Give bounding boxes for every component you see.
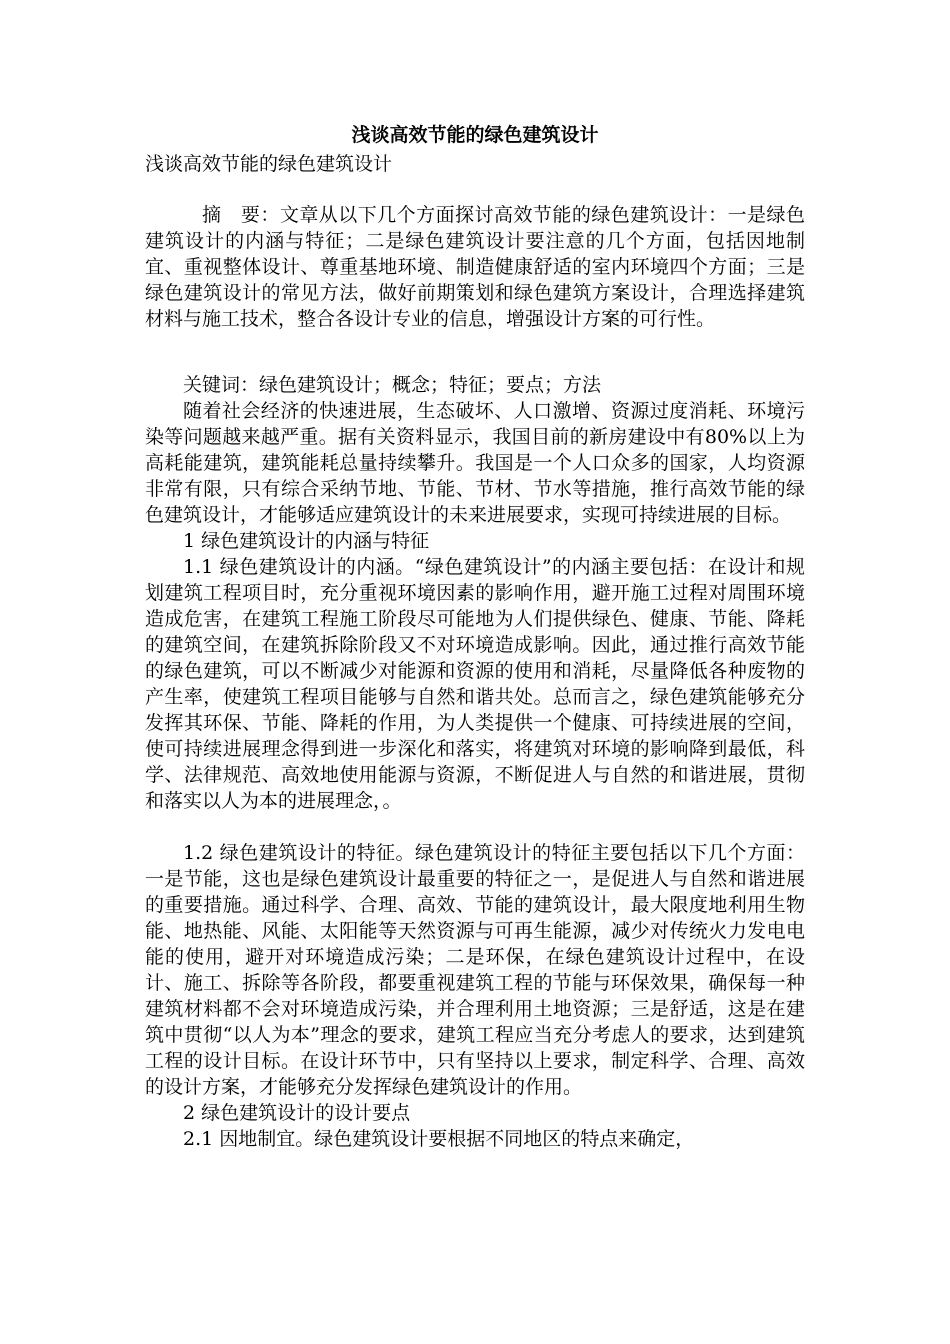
intro-paragraph: 随着社会经济的快速进展，生态破坏、人口激增、资源过度消耗、环境污染等问题越来越严重。据有关资料显示，我国目前的新房建设中有80%以上为高耗能建筑，建筑能耗总量持续攀升。我国是一个人口众多的国家，人均资源非常有限，只有综合采纳节地、节能、节材、节水等措施，推行高效节能的绿色建筑设计，才能够适应建筑设计的未来进展要求，实现可持续进展的目标。 <box>145 400 805 526</box>
section-1-heading: 1 绿色建筑设计的内涵与特征 <box>183 530 430 552</box>
abstract-block <box>145 202 805 332</box>
section-1-1-paragraph: 1.1 绿色建筑设计的内涵。“绿色建筑设计”的内涵主要包括：在设计和规划建筑工程项目时，充分重视环境因素的影响作用，避开施工过程对周围环境造成危害，在建筑工程施工阶段尽可能地为人们提供绿色、健康、节能、降耗的建筑空间，在建筑拆除阶段又不对环境造成影响。因此，通过推行高效节能的绿色建筑，可以不断减少对能源和资源的使用和消耗，尽量降低各种废物的产生率，使建筑工程项目能够与自然和谐共处。总而言之，绿色建筑能够充分发挥其环保、节能、降耗的作用，为人类提供一个健康、可持续进展的空间，使可持续进展理念得到进一步深化和落实，将建筑对环境的影响降到最低，科学、法律规范、高效地使用能源与资源，不断促进人与自然的和谐进展，贯彻和落实以人为本的进展理念，。 <box>145 556 805 812</box>
main-text <box>145 372 805 1152</box>
document-title: 浅谈高效节能的绿色建筑设计 <box>351 124 599 146</box>
document-subtitle: 浅谈高效节能的绿色建筑设计 <box>145 153 393 175</box>
abstract-paragraph: 摘 要：文章从以下几个方面探讨高效节能的绿色建筑设计：一是绿色建筑设计的内涵与特征；二是绿色建筑设计要注意的几个方面，包括因地制宜、重视整体设计、尊重基地环境、制造健康舒适的室内环境四个方面；三是绿色建筑设计的常见方法，做好前期策划和绿色建筑方案设计，合理选择建筑材料与施工技术，整合各设计专业的信息，增强设计方案的可行性。 <box>145 204 805 330</box>
paragraph-spacer <box>145 814 805 840</box>
keywords-paragraph: 关键词：绿色建筑设计；概念；特征；要点；方法 <box>183 374 602 396</box>
section-2-heading: 2 绿色建筑设计的设计要点 <box>183 1102 411 1124</box>
section-1-2-paragraph: 1.2 绿色建筑设计的特征。绿色建筑设计的特征主要包括以下几个方面：一是节能，这也是绿色建筑设计最重要的特征之一，是促进人与自然和谐进展的重要措施。通过科学、合理、高效、节能的建筑设计，最大限度地利用生物能、地热能、风能、太阳能等天然资源与可再生能源，减少对传统火力发电电能的使用，避开对环境造成污染；二是环保，在绿色建筑设计过程中，在设计、施工、拆除等各阶段，都要重视建筑工程的节能与环保效果，确保每一种建筑材料都不会对环境造成污染，并合理利用土地资源；三是舒适，这是在建筑中贯彻“以人为本”理念的要求，建筑工程应当充分考虑人的要求，达到建筑工程的设计目标。在设计环节中，只有坚持以上要求，制定科学、合理、高效的设计方案，才能够充分发挥绿色建筑设计的作用。 <box>145 842 805 1098</box>
section-2-1-paragraph: 2.1 因地制宜。绿色建筑设计要根据不同地区的特点来确定， <box>183 1128 695 1150</box>
